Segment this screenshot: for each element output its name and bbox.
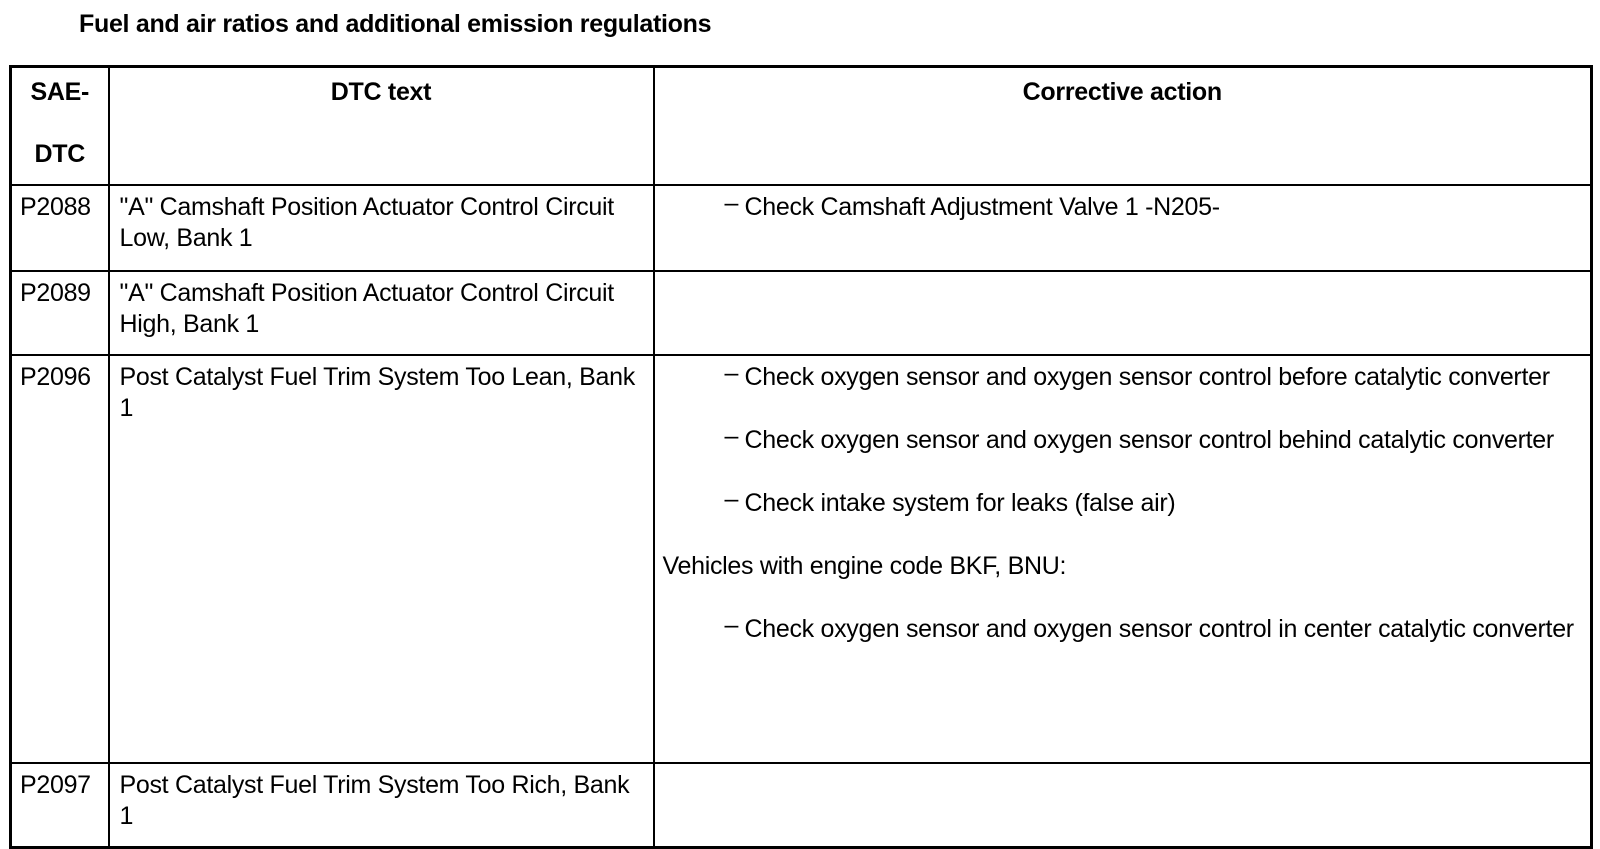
action-item: [663, 422, 1585, 456]
action-item: [663, 485, 1585, 519]
action-item: [663, 611, 1585, 645]
table-row: [11, 763, 1592, 848]
table-row: [11, 271, 1592, 355]
header-sae-dtc-line2: DTC: [34, 140, 85, 168]
corrective-action-cell: [654, 355, 1592, 763]
dash-bullet: –: [724, 359, 739, 387]
corrective-action-cell: [654, 271, 1592, 355]
action-text: Check oxygen sensor and oxygen sensor control before catalytic converter: [744, 363, 1550, 391]
action-text: Check Camshaft Adjustment Valve 1 -N205-: [744, 193, 1220, 221]
dtc-text: Post Catalyst Fuel Trim System Too Lean, Bank 1: [109, 355, 654, 763]
vehicle-engine-note: Vehicles with engine code BKF, BNU:: [662, 552, 1067, 580]
table-header-row: [11, 67, 1592, 186]
action-item: [663, 189, 1585, 223]
page-title: Fuel and air ratios and additional emission regulations: [79, 10, 712, 38]
header-corrective-action: Corrective action: [654, 67, 1592, 186]
corrective-action-cell: [654, 763, 1592, 848]
header-dtc-text: DTC text: [109, 67, 654, 186]
action-text: Check oxygen sensor and oxygen sensor control in center catalytic converter: [744, 615, 1574, 643]
action-text: Check oxygen sensor and oxygen sensor control behind catalytic converter: [744, 426, 1554, 454]
header-sae-dtc: [11, 67, 109, 186]
dtc-code: P2088: [11, 185, 109, 271]
dtc-code: P2096: [11, 355, 109, 763]
dtc-code: P2097: [11, 763, 109, 848]
dash-bullet: –: [724, 422, 739, 450]
dtc-text: "A" Camshaft Position Actuator Control Circuit Low, Bank 1: [109, 185, 654, 271]
corrective-action-cell: [654, 185, 1592, 271]
table-row: [11, 185, 1592, 271]
table-row: [11, 355, 1592, 763]
dash-bullet: –: [724, 189, 739, 217]
action-item: [663, 359, 1585, 393]
dtc-text: Post Catalyst Fuel Trim System Too Rich, Bank 1: [109, 763, 654, 848]
dtc-table: [9, 65, 1593, 849]
dash-bullet: –: [724, 611, 739, 639]
header-sae-dtc-line1: SAE-: [30, 78, 90, 106]
dtc-code: P2089: [11, 271, 109, 355]
dtc-text: "A" Camshaft Position Actuator Control Circuit High, Bank 1: [109, 271, 654, 355]
action-text: Check intake system for leaks (false air): [744, 489, 1176, 517]
dash-bullet: –: [724, 485, 739, 513]
